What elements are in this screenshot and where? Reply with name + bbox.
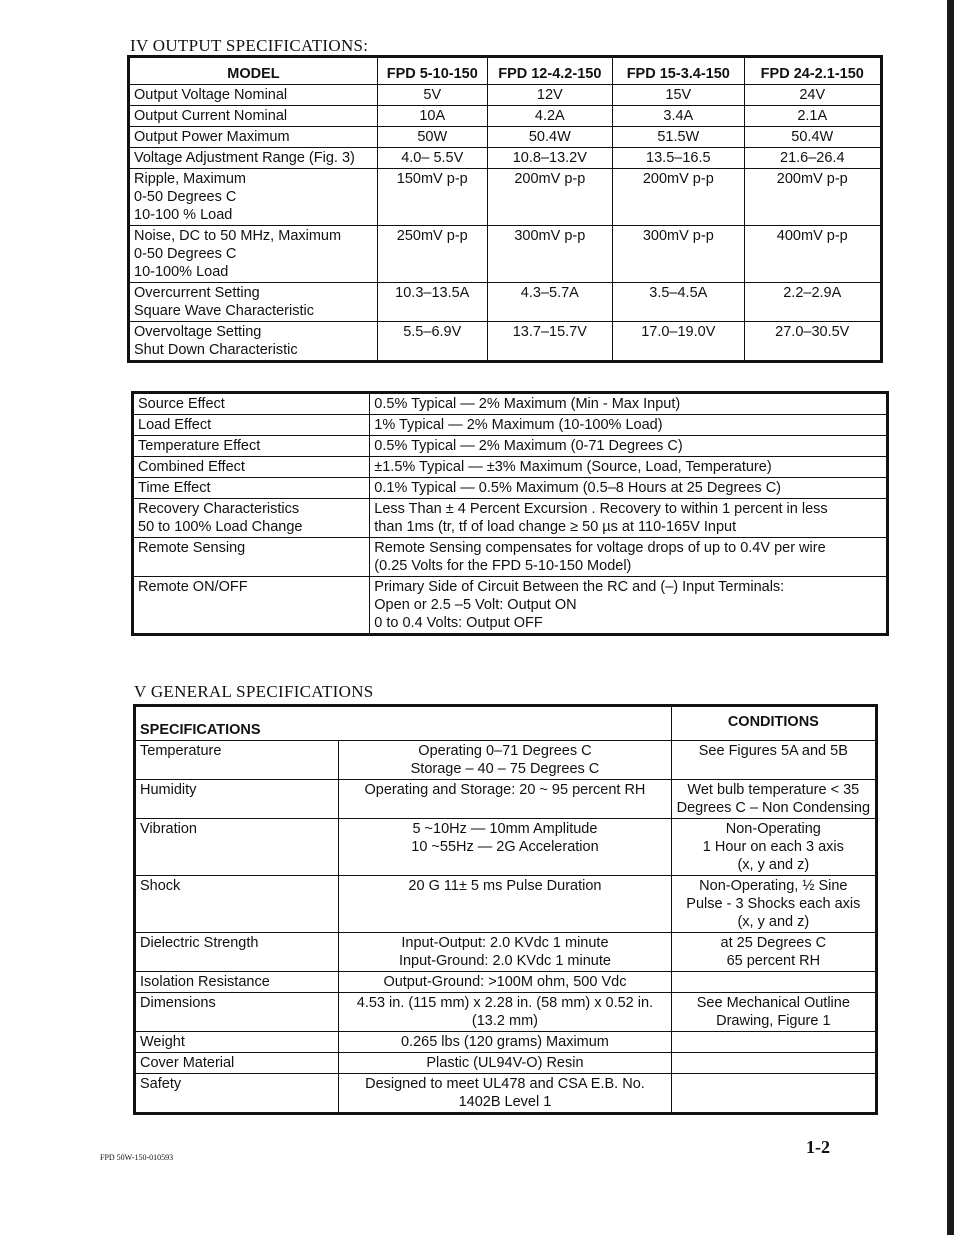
general-row (135, 741, 877, 780)
general-label: Vibration (135, 819, 339, 876)
general-row (135, 1074, 877, 1114)
general-label: Temperature (135, 741, 339, 780)
general-condition (671, 819, 876, 876)
general-value (339, 876, 671, 933)
effect-label (133, 393, 370, 415)
spec-row (129, 106, 882, 127)
spec-value: 10A (377, 106, 487, 127)
cell-line: Ripple, Maximum (134, 171, 246, 187)
general-row (135, 780, 877, 819)
general-row (135, 972, 877, 993)
output-specifications-table (127, 55, 883, 363)
cell-line: Output Current Nominal (134, 108, 288, 124)
general-specifications-table (133, 704, 878, 1115)
cell-line: 0.5% Typical — 2% Maximum (0-71 Degrees C) (374, 438, 683, 454)
effect-row (133, 393, 888, 415)
general-label: Cover Material (135, 1053, 339, 1074)
general-value (339, 819, 671, 876)
cell-line: 1 Hour on each 3 axis (702, 839, 844, 855)
cell-line: 5 ~10Hz — 10mm Amplitude (412, 821, 598, 837)
spec-label (129, 226, 378, 283)
scan-edge-bar (947, 0, 954, 1235)
conditions-header: CONDITIONS (671, 706, 876, 741)
general-header-row (135, 706, 877, 741)
effect-row (133, 436, 888, 457)
spec-row (129, 127, 882, 148)
spec-row (129, 226, 882, 283)
cell-line: 65 percent RH (726, 953, 821, 969)
cell-line: (13.2 mm) (471, 1013, 538, 1029)
cell-line: Voltage Adjustment Range (Fig. 3) (134, 150, 355, 166)
general-value (339, 1074, 671, 1114)
cell-line: 4.53 in. (115 mm) x 2.28 in. (58 mm) x 0.52 in. (356, 995, 654, 1011)
spec-label (129, 169, 378, 226)
cell-line: Output Power Maximum (134, 129, 290, 145)
general-condition (671, 1074, 876, 1114)
document-code: FPD 50W-150-010593 (100, 1153, 174, 1162)
effect-value (370, 499, 888, 538)
effect-row (133, 478, 888, 499)
cell-line: Output Voltage Nominal (134, 87, 288, 103)
spec-label (129, 106, 378, 127)
cell-line: See Figures 5A and 5B (698, 743, 848, 759)
general-condition (671, 741, 876, 780)
spec-label (129, 85, 378, 106)
cell-line: Open or 2.5 –5 Volt: Output ON (374, 597, 577, 613)
general-condition (671, 933, 876, 972)
effect-label (133, 415, 370, 436)
effect-label (133, 577, 370, 635)
general-value (339, 993, 671, 1032)
spec-value: 200mV p-p (613, 169, 744, 226)
cell-line: 0 to 0.4 Volts: Output OFF (374, 615, 543, 631)
general-label: Humidity (135, 780, 339, 819)
general-condition (671, 1053, 876, 1074)
spec-value: 200mV p-p (744, 169, 881, 226)
regulation-effects-table (131, 391, 889, 636)
cell-line: Designed to meet UL478 and CSA E.B. No. (365, 1076, 645, 1092)
cell-line: ±1.5% Typical — ±3% Maximum (Source, Load, Temperature) (374, 459, 772, 475)
spec-value: 3.5–4.5A (613, 283, 744, 322)
spec-value: 27.0–30.5V (744, 322, 881, 362)
general-condition (671, 972, 876, 993)
general-value (339, 780, 671, 819)
cell-line: Storage – 40 – 75 Degrees C (410, 761, 600, 777)
model-column-header: FPD 24-2.1-150 (744, 57, 881, 85)
cell-line: Noise, DC to 50 MHz, Maximum (134, 228, 342, 244)
cell-line: Overvoltage Setting (134, 324, 262, 340)
effect-value (370, 577, 888, 635)
effect-label (133, 436, 370, 457)
general-specifications-heading: V GENERAL SPECIFICATIONS (134, 682, 374, 701)
effect-row (133, 577, 888, 635)
spec-row (129, 148, 882, 169)
spec-value: 51.5W (613, 127, 744, 148)
general-row (135, 876, 877, 933)
cell-line: 0.1% Typical — 0.5% Maximum (0.5–8 Hours at 25 Degrees C) (374, 480, 781, 496)
cell-line: 0.265 lbs (120 grams) Maximum (400, 1034, 609, 1050)
spec-value: 300mV p-p (487, 226, 613, 283)
spec-value: 250mV p-p (377, 226, 487, 283)
spec-value: 10.8–13.2V (487, 148, 613, 169)
cell-line: 0-50 Degrees C (134, 189, 237, 205)
spec-value: 2.2–2.9A (744, 283, 881, 322)
cell-line: Input-Ground: 2.0 KVdc 1 minute (398, 953, 611, 969)
spec-value: 4.3–5.7A (487, 283, 613, 322)
spec-value: 50.4W (744, 127, 881, 148)
spec-value: 10.3–13.5A (377, 283, 487, 322)
general-label: Dimensions (135, 993, 339, 1032)
model-header: MODEL (129, 57, 378, 85)
cell-line: Non-Operating (725, 821, 821, 837)
cell-line: Remote ON/OFF (138, 579, 248, 595)
spec-value: 4.0– 5.5V (377, 148, 487, 169)
cell-line: Time Effect (138, 480, 211, 496)
cell-line: Square Wave Characteristic (134, 303, 314, 319)
cell-line: See Mechanical Outline (696, 995, 850, 1011)
cell-line: Output-Ground: >100M ohm, 500 Vdc (383, 974, 627, 990)
cell-line: 10 ~55Hz — 2G Acceleration (411, 839, 599, 855)
spec-label (129, 283, 378, 322)
general-condition (671, 876, 876, 933)
spec-value: 24V (744, 85, 881, 106)
cell-line: (x, y and z) (737, 857, 810, 873)
cell-line: 1402B Level 1 (458, 1094, 552, 1110)
cell-line: Degrees C – Non Condensing (676, 800, 871, 816)
general-value (339, 933, 671, 972)
general-label: Weight (135, 1032, 339, 1053)
general-label: Dielectric Strength (135, 933, 339, 972)
spec-label (129, 127, 378, 148)
cell-line: Remote Sensing compensates for voltage drops of up to 0.4V per wire (374, 540, 826, 556)
cell-line: Recovery Characteristics (138, 501, 300, 517)
cell-line: at 25 Degrees C (720, 935, 827, 951)
spec-label (129, 148, 378, 169)
cell-line: Primary Side of Circuit Between the RC and (–) Input Terminals: (374, 579, 785, 595)
effect-value (370, 478, 888, 499)
general-label: Shock (135, 876, 339, 933)
spec-value: 300mV p-p (613, 226, 744, 283)
specifications-header: SPECIFICATIONS (135, 706, 672, 741)
spec-value: 200mV p-p (487, 169, 613, 226)
cell-line: Wet bulb temperature < 35 (687, 782, 860, 798)
cell-line: 1% Typical — 2% Maximum (10-100% Load) (374, 417, 663, 433)
cell-line: Non-Operating, ½ Sine (699, 878, 848, 894)
effect-value (370, 538, 888, 577)
general-label: Safety (135, 1074, 339, 1114)
general-value (339, 1053, 671, 1074)
effect-row (133, 538, 888, 577)
cell-line: Remote Sensing (138, 540, 246, 556)
general-condition (671, 780, 876, 819)
spec-value: 50W (377, 127, 487, 148)
general-condition (671, 1032, 876, 1053)
spec-value: 12V (487, 85, 613, 106)
effect-label (133, 538, 370, 577)
cell-line: Drawing, Figure 1 (716, 1013, 831, 1029)
spec-row (129, 169, 882, 226)
spec-value: 13.5–16.5 (613, 148, 744, 169)
cell-line: 10-100% Load (134, 264, 229, 280)
spec-value: 5V (377, 85, 487, 106)
spec-label (129, 322, 378, 362)
spec-value: 5.5–6.9V (377, 322, 487, 362)
cell-line: 0-50 Degrees C (134, 246, 237, 262)
model-column-header: FPD 5-10-150 (377, 57, 487, 85)
cell-line: Less Than ± 4 Percent Excursion . Recovery to within 1 percent in less (374, 501, 828, 517)
effect-value (370, 457, 888, 478)
spec-value: 15V (613, 85, 744, 106)
spec-row (129, 322, 882, 362)
model-column-header: FPD 15-3.4-150 (613, 57, 744, 85)
cell-line: than 1ms (tr, tf of load change ≥ 50 µs at 110-165V Input (374, 519, 737, 535)
general-row (135, 993, 877, 1032)
general-row (135, 1032, 877, 1053)
spec-value: 3.4A (613, 106, 744, 127)
cell-line: Plastic (UL94V-O) Resin (426, 1055, 584, 1071)
cell-line: Input-Output: 2.0 KVdc 1 minute (401, 935, 609, 951)
effect-row (133, 415, 888, 436)
effect-label (133, 457, 370, 478)
model-column-header: FPD 12-4.2-150 (487, 57, 613, 85)
effect-row (133, 457, 888, 478)
general-label: Isolation Resistance (135, 972, 339, 993)
spec-value: 150mV p-p (377, 169, 487, 226)
page-number: 1-2 (806, 1137, 830, 1157)
spec-value: 21.6–26.4 (744, 148, 881, 169)
general-row (135, 1053, 877, 1074)
spec-value: 2.1A (744, 106, 881, 127)
cell-line: Operating 0–71 Degrees C (418, 743, 592, 759)
output-specifications-heading: IV OUTPUT SPECIFICATIONS: (130, 36, 369, 55)
general-row (135, 819, 877, 876)
effect-label (133, 478, 370, 499)
cell-line: Shut Down Characteristic (134, 342, 298, 358)
effect-row (133, 499, 888, 538)
cell-line: (0.25 Volts for the FPD 5-10-150 Model) (374, 558, 632, 574)
cell-line: 0.5% Typical — 2% Maximum (Min - Max Input) (374, 396, 681, 412)
general-row (135, 933, 877, 972)
spec-value: 13.7–15.7V (487, 322, 613, 362)
cell-line: Operating and Storage: 20 ~ 95 percent RH (364, 782, 646, 798)
spec-value: 4.2A (487, 106, 613, 127)
spec-row (129, 85, 882, 106)
general-value (339, 972, 671, 993)
general-condition (671, 993, 876, 1032)
cell-line: (x, y and z) (737, 914, 810, 930)
effect-value (370, 436, 888, 457)
cell-line: Temperature Effect (138, 438, 261, 454)
effect-value (370, 415, 888, 436)
cell-line: Pulse - 3 Shocks each axis (686, 896, 861, 912)
spec-row (129, 283, 882, 322)
general-value (339, 741, 671, 780)
effect-label (133, 499, 370, 538)
cell-line: Load Effect (138, 417, 212, 433)
cell-line: 10-100 % Load (134, 207, 233, 223)
effect-value (370, 393, 888, 415)
cell-line: Source Effect (138, 396, 225, 412)
spec-value: 50.4W (487, 127, 613, 148)
general-value (339, 1032, 671, 1053)
spec-value: 400mV p-p (744, 226, 881, 283)
cell-line: 20 G 11± 5 ms Pulse Duration (408, 878, 602, 894)
cell-line: Overcurrent Setting (134, 285, 260, 301)
spec-value: 17.0–19.0V (613, 322, 744, 362)
output-table-header-row (129, 57, 882, 85)
cell-line: 50 to 100% Load Change (138, 519, 303, 535)
cell-line: Combined Effect (138, 459, 245, 475)
